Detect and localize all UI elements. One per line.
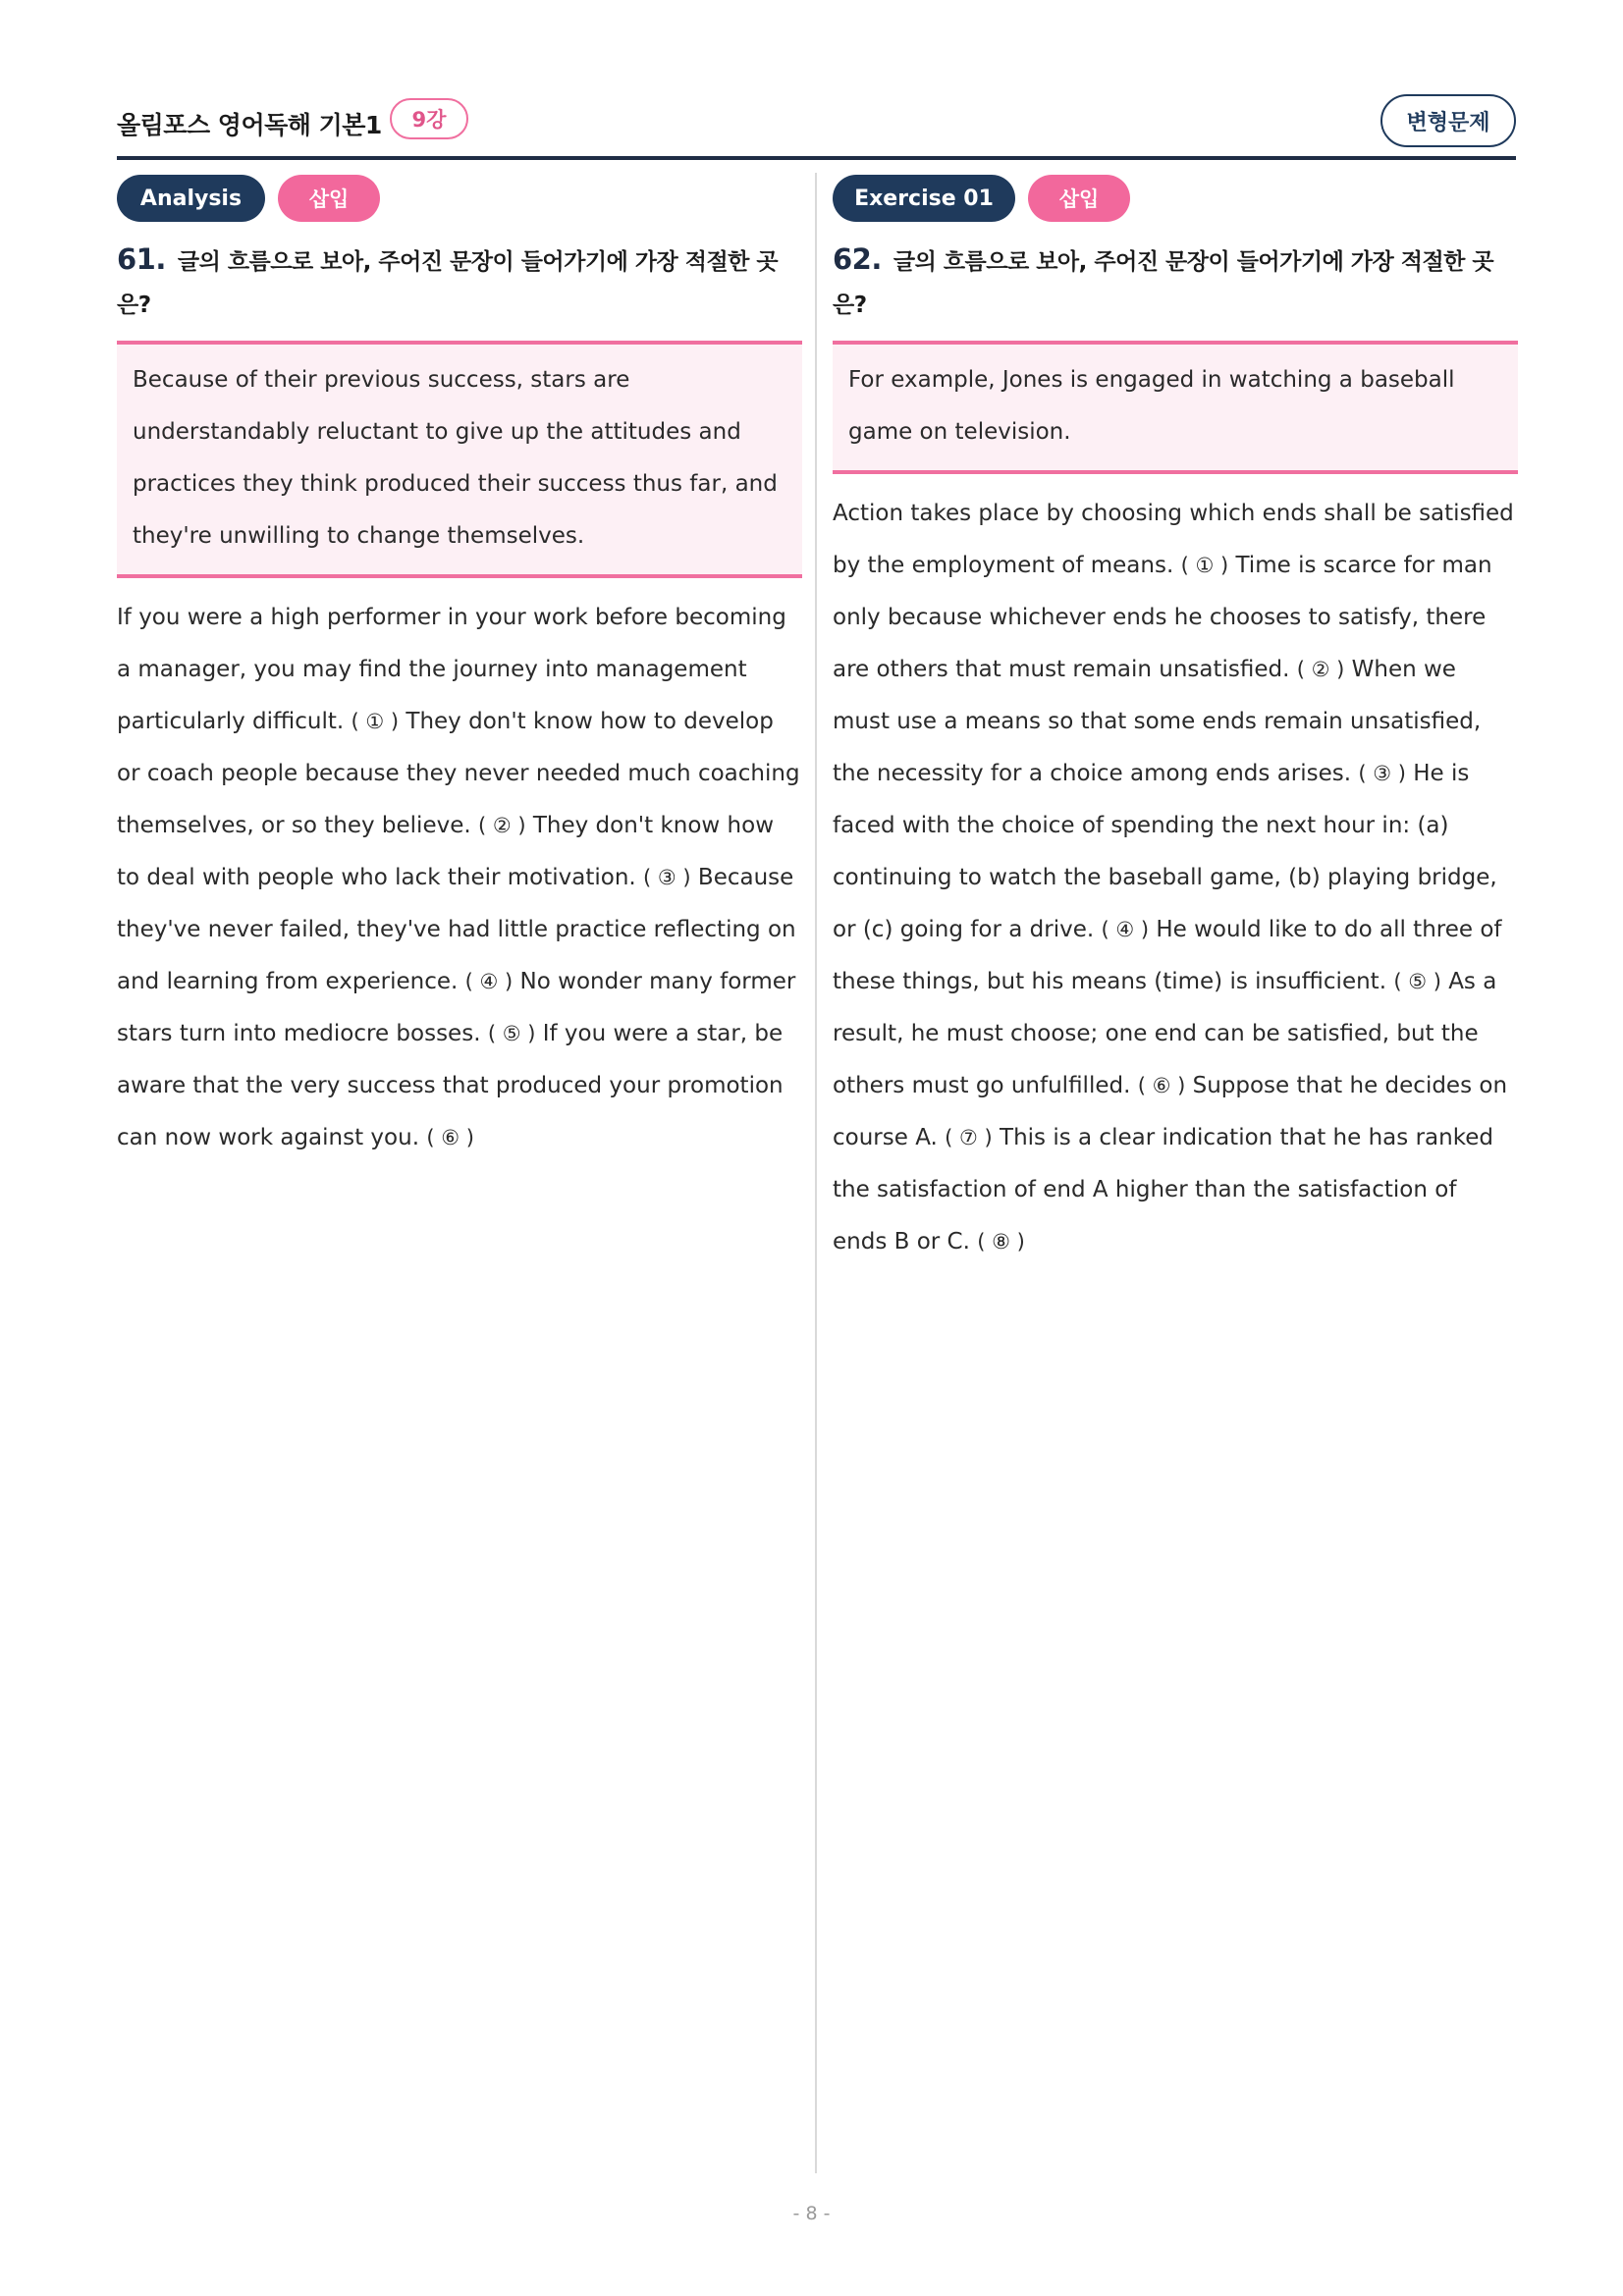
passage-sentence: He is faced with the choice of spending the next hour in: (a) continuing to watch the baseball game, (b) playing bridge, or (c) going for a drive. [833, 761, 1497, 942]
question-text: 글의 흐름으로 보아, 주어진 문장이 들어가기에 가장 적절한 곳은? [833, 249, 1494, 318]
passage-sentence: They don't know how to deal with people who lack their motivation. [117, 813, 775, 890]
insertion-mark-1: ( ① ) [1180, 554, 1229, 577]
question-61 [117, 238, 802, 327]
question-text: 글의 흐름으로 보아, 주어진 문장이 들어가기에 가장 적절한 곳은? [117, 249, 779, 318]
given-sentence: For example, Jones is engaged in watching a baseball game on television. [848, 367, 1455, 445]
passage-sentence: Time is scarce for man only because whichever ends he chooses to satisfy, there are others that must remain unsatisfied. [833, 553, 1492, 682]
given-sentence-box [833, 341, 1518, 474]
question-62 [833, 238, 1518, 327]
right-column [833, 175, 1518, 1268]
given-sentence: Because of their previous success, stars are understandably reluctant to give up the attitudes and practices they think produced their success thus far, and they're unwilling to change themselves. [133, 367, 778, 549]
right-tags [833, 175, 1518, 222]
insertion-mark-5: ( ⑤ ) [1393, 970, 1441, 993]
page-header [117, 94, 1516, 159]
passage-sentence: Action takes place by choosing which ends shall be satisfied by the employment of means. [833, 501, 1514, 578]
analysis-tag: Analysis [117, 175, 265, 222]
page-number: - 8 - [792, 2203, 831, 2224]
question-number: 62. [833, 242, 882, 276]
insertion-mark-3: ( ③ ) [1358, 762, 1406, 785]
insertion-mark-5: ( ⑤ ) [487, 1022, 536, 1045]
passage-sentence: As a result, he must choose; one end can be satisfied, but the others must go unfulfilled. [833, 969, 1497, 1098]
lesson-badge: 9강 [390, 98, 468, 139]
column-divider [815, 173, 817, 2173]
exercise-tag: Exercise 01 [833, 175, 1015, 222]
insertion-mark-3: ( ③ ) [643, 866, 691, 889]
passage-62 [833, 488, 1518, 1268]
insertion-mark-2: ( ② ) [1296, 658, 1345, 681]
passage-sentence: He would like to do all three of these things, but his means (time) is insufficient. [833, 917, 1502, 994]
insertion-mark-6: ( ⑥ ) [426, 1126, 474, 1149]
insertion-mark-1: ( ① ) [351, 710, 400, 733]
header-rule [117, 156, 1516, 160]
passage-sentence: Because they've never failed, they've had little practice reflecting on and learning from experience. [117, 865, 796, 994]
given-sentence-box [117, 341, 802, 578]
left-tags [117, 175, 802, 222]
insertion-tag: 삽입 [278, 175, 380, 222]
insertion-mark-7: ( ⑦ ) [945, 1126, 993, 1149]
passage-sentence: No wonder many former stars turn into mediocre bosses. [117, 969, 796, 1046]
passage-61 [117, 592, 802, 1164]
passage-sentence: When we must use a means so that some ends remain unsatisfied, the necessity for a choice among ends arises. [833, 657, 1482, 786]
question-type-badge: 변형문제 [1380, 94, 1516, 147]
passage-sentence: They don't know how to develop or coach people because they never needed much coaching themselves, or so they believe. [117, 709, 800, 838]
question-number: 61. [117, 242, 166, 276]
book-title: 올림포스 영어독해 기본1 [117, 111, 382, 139]
passage-sentence: If you were a star, be aware that the very success that produced your promotion can now work against you. [117, 1021, 784, 1150]
insertion-mark-4: ( ④ ) [464, 970, 514, 993]
insertion-mark-2: ( ② ) [477, 814, 526, 837]
passage-sentence: This is a clear indication that he has ranked the satisfaction of end A higher than the satisfaction of ends B or C. [833, 1125, 1493, 1255]
passage-sentence: Suppose that he decides on course A. [833, 1073, 1508, 1150]
left-column [117, 175, 802, 1164]
passage-sentence: If you were a high performer in your work before becoming a manager, you may find the journey into management particularly difficult. [117, 605, 786, 734]
insertion-mark-6: ( ⑥ ) [1137, 1074, 1186, 1097]
insertion-mark-4: ( ④ ) [1101, 918, 1150, 941]
insertion-tag: 삽입 [1028, 175, 1130, 222]
insertion-mark-8: ( ⑧ ) [977, 1230, 1025, 1254]
